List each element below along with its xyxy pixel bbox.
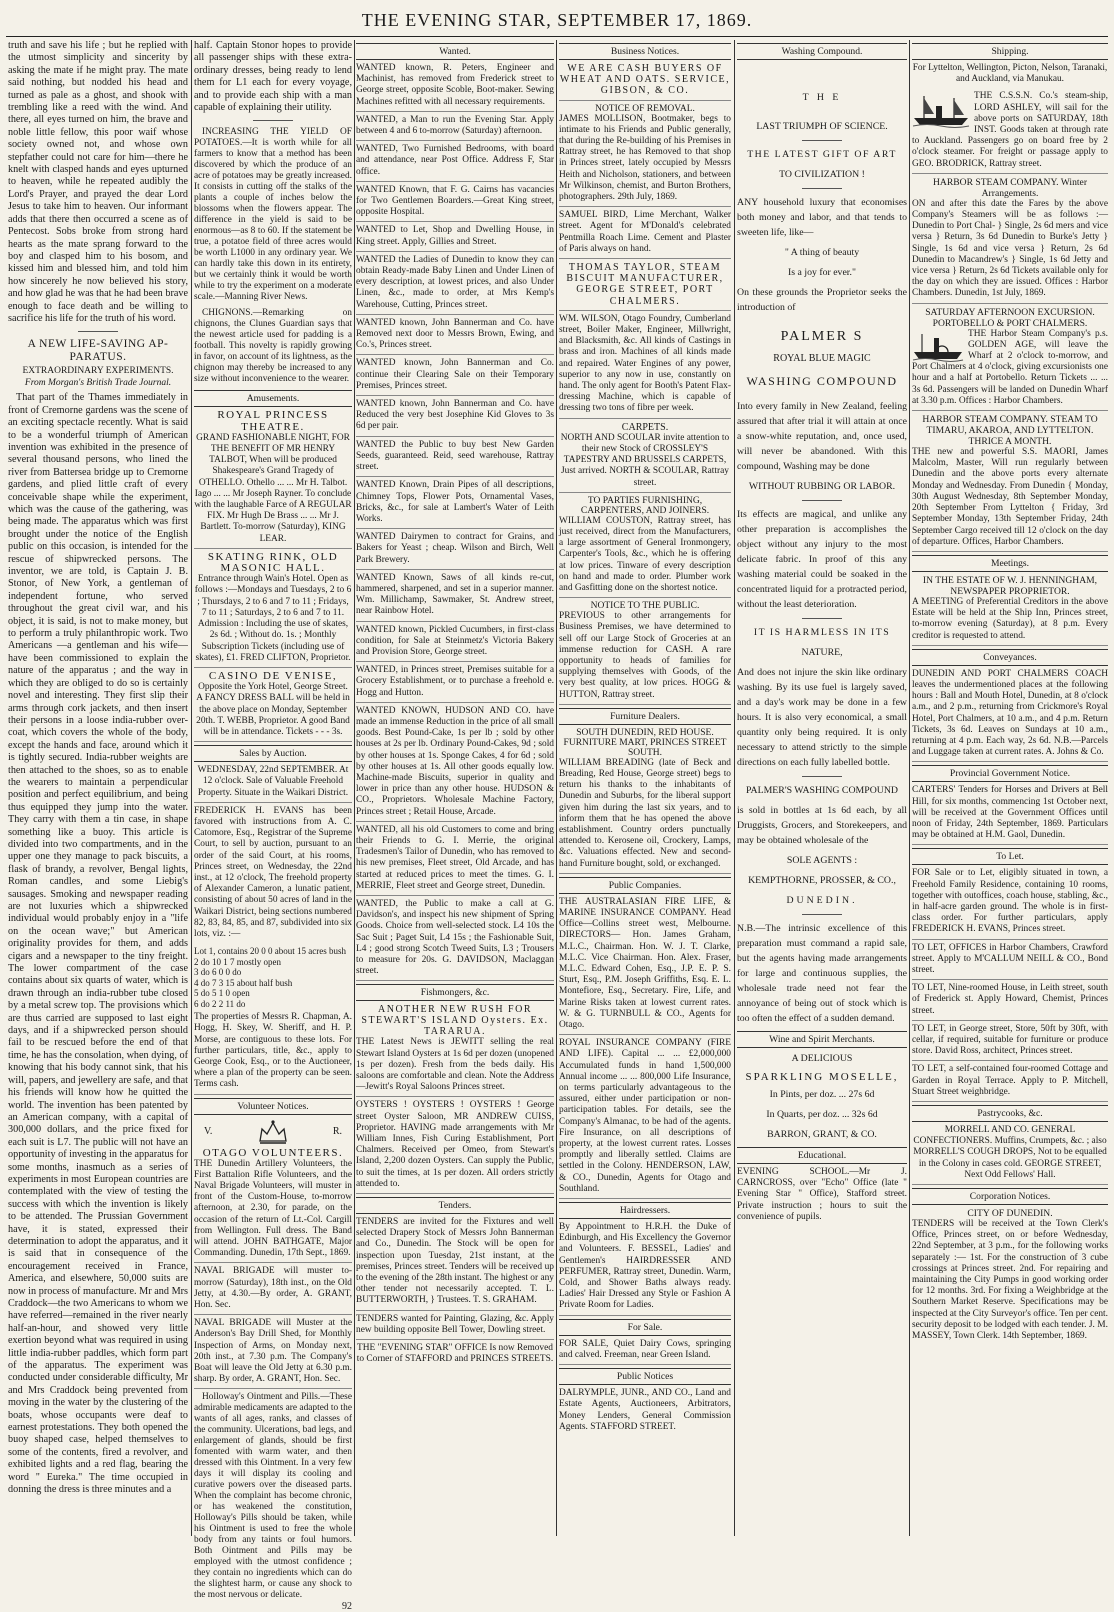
ad-city-tenders: TENDERS will be received at the Town Clerk's Office, Princes street, on or before Wednesday, 22nd September, at 3 p.m., for the following works separately :— 1st. For the construction of 3 cube crossings at Princes street. 2nd. For repairing and maintaining the City Pumps in good working order for 12 months. 3rd. For fixing a Weighbridge at the Southern Market Reserve. Specifications may be inspected at the City Surveyor's office. Ten per cent. security deposit to be lodged with each tender. J. M. MASSEY, Town Clerk. 14th September, 1869. — [912, 1219, 1108, 1342]
ad-wanted: WANTED, a Man to run the Evening Star. Apply between 4 and 6 to-morrow (Saturday) afternoon. — [356, 115, 554, 141]
ad-title: ROYAL PRINCESS THEATRE. — [217, 409, 329, 433]
ad-wanted: WANTED known, Pickled Cucumbers, in first-class condition, for Sale at Steinmetz's Victoria Bakery and Provision Store, George street. — [356, 625, 554, 663]
ad-wanted: WANTED known, John Bannerman and Co. have Reduced the very best Josephine Kid Gloves to 3s 6d per pair. — [356, 399, 554, 437]
brand-palmer: PALMER S — [780, 329, 864, 344]
washing-para-3: Into every family in New Zealand, feeling assured that after trial it will attain at once a snow-white reputation, and, once used, will never be abandoned. With this compound, Washing may be done — [737, 401, 907, 472]
ad-otago-volunteers: THE Dunedin Artillery Volunteers, the First Battalion Rifle Volunteers, and the Naval Brigade Volunteers, will muster in front of the Custom-House, to-morrow afternoon, at 2.30, for parade, on the occasion of the return of Lt.-Col. Cargill from Wellington. Full dress. The Band will attend. JOHN BATHGATE, Major Commanding. Dunedin, 17th Sept., 1869. — [194, 1159, 352, 1264]
section-public-companies: Public Companies. — [559, 877, 731, 894]
ad-dalrymple: DALRYMPLE, JUNR., AND CO., Land and Estate Agents, Auctioneers, Arbitrators, Money Lenders, General Commission Agents. STAFFORD STREET. — [559, 1388, 731, 1432]
section-conveyances: Conveyances. — [912, 649, 1108, 666]
ad-dairy-cows: FOR SALE, Quiet Dairy Cows, springing and calved. Freeman, near Green Island. — [559, 1339, 731, 1365]
sole-agents-label: SOLE AGENTS : — [786, 855, 858, 866]
section-hairdressers: Hairdressers. — [559, 1202, 731, 1219]
ad-jewitt: THE Latest News is JEWITT selling the real Stewart Island Oysters at 1s 6d per dozen (unopened 1s per dozen). Fresh from the beds daily. His saloons are comfortable and clean. Note the Address—Jewitt's Royal Saloons Princes street. — [356, 1037, 554, 1097]
ad-wanted: WANTED the Ladies of Dunedin to know they can obtain Ready-made Baby Linen and Under Linen of every description, at lowest prices, and also Under Linen, &c., made to order, at Mrs Kemp's Warehouse, Cutting, Princes street. — [356, 255, 554, 315]
ad-taylor: THOMAS TAYLOR, STEAM BISCUIT MANUFACTURER, GEORGE STREET, PORT CHALMERS. — [559, 262, 731, 311]
heading-the: T H E — [802, 92, 842, 103]
heading-nature: NATURE, — [801, 647, 843, 658]
column-rule — [909, 40, 910, 1536]
ad-naval-brigade-1: NAVAL BRIGADE will muster to-morrow (Saturday), 18th inst., on the Old Jetty, at 4.30.—By order, A. GRANT, Hon. Sec. — [194, 1266, 352, 1315]
agent-name: KEMPTHORNE, PROSSER, & CO., — [748, 875, 896, 886]
section-wine-spirit: Wine and Spirit Merchants. — [737, 1031, 907, 1048]
agent-town: DUNEDIN. — [786, 895, 858, 906]
quote-line-1: " A thing of beauty — [784, 247, 860, 258]
washing-para-4: Its effects are magical, and unlike any other preparation is accomplishes the object without any injury to the most delicate fabric. In proof of this any washing material could be soaked in the concentrated liquid for a protracted period, without the least deterioration. — [737, 509, 907, 610]
divider — [802, 140, 842, 141]
ad-wanted: WANTED Known, Saws of all kinds re-cut, hammered, sharpened, and set in a superior manner. Wm. Millichamp, Sawmaker, St. Andrew street, near Rainbow Hotel. — [356, 573, 554, 622]
ad-morrell: MORRELL AND CO. GENERAL CONFECTIONERS. Muffins, Crumpets, &c. ; also MORRELL'S COUGH DROPS, Not to be equalled in the Colony in cases cold. GEORGE STREET, Next Odd Fellows' Hall. — [912, 1125, 1108, 1185]
ad-wanted: WANTED to Let, Shop and Dwelling House, in King street. Apply, Gillies and Street. — [356, 225, 554, 251]
article-continuation: half. Captain Stonor hopes to provide all passenger ships with these extra-ordinary dresses, being ready to lend them for L1 each for every voyage, and to provide each ship with a man capable of explaining their utility. — [194, 40, 352, 114]
ad-evening-school: EVENING SCHOOL.—Mr J. CARNCROSS, over "Echo" Office (late " Evening Star " Office), Stafford street. Private instruction ; hours to suit the convenience of pupils. — [737, 1167, 907, 1222]
ad-oysters: OYSTERS ! OYSTERS ! OYSTERS ! George street Oyster Saloon, MR ANDREW CUISS, Proprietor. HAVING made arrangements with Mr William Innes, Fish Curing Establishment, Port Chalmers. Received per Omeo, from Stewart's Island, 2,200 dozen Oysters. Can supply the Public, to suit the times, at 1s per dozen. All orders strictly attended to. — [356, 1100, 554, 1194]
ad-title: HARBOR STEAM COMPANY. Winter Arrangements. — [932, 176, 1088, 199]
wine-pints: In Pints, per doz. ... 27s 6d — [769, 1089, 875, 1100]
ad-title: SOUTH DUNEDIN, RED HOUSE. FURNITURE MART, PRINCES STREET SOUTH. — [563, 727, 727, 758]
ad-bird: SAMUEL BIRD, Lime Merchant, Walker street. Agent for M'Donald's celebrated Pentmilla Roach Lime. Cement and Plaster of Paris always on hand. — [559, 210, 731, 259]
ad-skating-rink — [194, 552, 352, 668]
ad-harbor-fares: ON and after this date the Fares by the above Company's Steamers will be as follows :— Dunedin to Port Chal- } Single, 2s 6d mers and vice versa } Return, 3s 6d Dunedin to Burke's Jetty } Single, 1s 6d and vice versa } Return, 2s 6d Dunedin to Macandrew's } Single, 1s 6d Jetty and vice versa } Return, 2s 6d Tickets available only for the day on which they are issued. Offices : Harbor Chambers. Dunedin, 1st July, 1869. — [912, 199, 1108, 304]
wine-quarts: In Quarts, per doz. ... 32s 6d — [766, 1109, 878, 1120]
ad-royal-insurance: ROYAL INSURANCE COMPANY (FIRE AND LIFE). Capital ... ... £2,000,000 Accumulated funds in hand 1,500,000 Annual income ... ... 800,000 Life Insurance, on terms particularly advantageous to the assured, either under participation or non-participation tables. For details, see the Company's Almanac, to be had of the agents. Fire Insurance, on all descriptions of property, at the lowest current rates. Losses promptly and liberally settled. Claims are settled in the Colony. HENDERSON, LAW, & CO., Dunedin, Agents for Otago and Southland. — [559, 1038, 731, 1199]
ad-wanted: WANTED KNOWN, HUDSON AND CO. have made an immense Reduction in the price of all small goods. Best Pound-Cake, 1s per lb ; sold by other houses at 2s per lb. Ordinary Pound-Cakes, 9d ; sold by other houses at 1s. Sponge Cakes, 4 for 6d ; sold by other houses at 1s. All other goods equally low. Machine-made Biscuits, superior in quality and lower in price than any other house. HUDSON & CO., Proprietors. Wholesale Machine Factory, Princes street ; Retail House, Arcade. — [356, 706, 554, 822]
ad-casino — [194, 671, 352, 742]
ad-to-let: FOR Sale or to Let, eligibly situated in town, a Freehold Family Residence, containing 10 rooms, together with outoffices, coach house, stabling, &c., in half-acre garden ground. The whole is in first-class order. For further particulars, apply FREDERICK H. EVANS, Princes street. — [912, 868, 1108, 939]
ad-australasian: THE AUSTRALASIAN FIRE LIFE, & MARINE INSURANCE COMPANY. Head Office—Collins street west, Melbourne. DIRECTORS— Hon. James Graham, M.L.C., Chairman. Hon. W. J. T. Clarke, M.L.C. Vice Chairman. Hon. Alex. Fraser, M.L.C. Edward Cohen, Esq., J.P. E. P. S. Sturt, Esq., P.M. Joseph Griffiths, Esq. E. L. Montefiore, Esq., Secretary. Fire, Life, and Marine Risks taken at lowest current rates. W. & G. TURNBULL & CO., Agents for Otago. — [559, 897, 731, 1035]
section-public-notices: Public Notices — [559, 1368, 731, 1385]
ad-wanted: WANTED known, R. Peters, Engineer and Machinist, has removed from Frederick street to George street, opposite Scoble, Boot-maker. Sewing Machines refitted with all necessary requirements. — [356, 63, 554, 112]
holloway-item: Holloway's Ointment and Pills.—These admirable medicaments are adapted to the wants of all ages, ranks, and classes of the community. Ulcerations, bad legs, and enlargement of glands, should be first fomented with warm water, and then dressed with this Ointment. In a very few days it will display its cooling and curative powers over the diseased parts. When the complaint has become chronic, or has weakened the constitution, Holloway's Pills should be taken, while his Ointment is used to free the whole body from any taints or foul humors. Both Ointment and Pills may be employed with the utmost confidence ; they contain no ingredients which can do the slightest harm, or cause any shock to the most nervous or delicate. — [194, 1392, 353, 1601]
section-fishmongers: Fishmongers, &c. — [356, 984, 554, 1001]
washing-para-5: And does not injure the skin like ordinary washing. By its use fuel is largely saved, and a day's work may be done in a few hours. It is also very economical, a small quantity only being required. It is only necessary to attend strictly to the simple directions on each fully labelled bottle. — [737, 667, 907, 768]
divider — [78, 331, 118, 332]
wine-delicious: A DELICIOUS — [791, 1053, 853, 1064]
ad-north-scoular: NORTH AND SCOULAR invite attention to their new Stock of CROSSLEY'S TAPESTRY AND BRUSSELS CARPETS, Just arrived. NORTH & SCOULAR, Rattray street. — [559, 433, 731, 493]
divider — [802, 500, 842, 501]
quote-line-2: Is a joy for ever." — [788, 267, 856, 278]
section-corporation: Corporation Notices. — [912, 1188, 1108, 1205]
ad-wanted: WANTED the Public to buy best New Garden Seeds, guaranteed. Reid, seed warehouse, Rattray street. — [356, 440, 554, 478]
ad-evans: FREDERICK H. EVANS has been favored with instructions from A. C. Catomore, Esq., Registrar of the Supreme Court, to sell by auction, pursuant to an order of the said Court, at his rooms, Princes street, on Wednesday, the 22nd inst., at 12 o'clock, The freehold property of Alexander Cameron, a lunatic patient, consisting of about 50 acres of land in the Waikari District, being sections numbered 82, 83, 84, 85, and 87, subdivided into six lots, viz. :— — [194, 805, 352, 939]
ad-cash-buyers: WE ARE CASH BUYERS OF WHEAT AND OATS. SERVICE, GIBSON, & CO. — [559, 63, 731, 101]
masthead-title: THE EVENING STAR, SEPTEMBER 17, 1869. — [361, 9, 753, 30]
washing-para-7: N.B.—The intrinsic excellence of this preparation must command a rapid sale, but the agents having made arrangements for large and continuous supplies, the wholesale trade need not fear the annoyance of being out of stock which is too often the effect of a sudden demand. — [737, 923, 907, 1024]
article-subhead: EXTRAORDINARY EXPERIMENTS. — [22, 366, 174, 377]
divider — [253, 120, 293, 121]
section-tenders: Tenders. — [356, 1197, 554, 1214]
ad-title: OTAGO VOLUNTEERS. — [202, 1146, 344, 1159]
ad-golden-age — [912, 329, 1108, 411]
article-headline: A NEW LIFE-SAVING AP- PARATUS. — [27, 338, 169, 364]
divider — [802, 188, 842, 189]
column-rule — [354, 40, 355, 1536]
article-source: From Morgan's British Trade Journal. — [24, 378, 172, 389]
crown-icon — [256, 1119, 290, 1145]
section-meetings: Meetings. — [912, 555, 1108, 572]
wine-merchant: BARRON, GRANT, & CO. — [767, 1129, 877, 1140]
ad-tenders: TENDERS are invited for the Fixtures and well selected Drapery Stock of Messrs John Bannerman and Co., Dunedin. The Stock will be open for inspection upon Tuesday, 21st instant, at the premises, Princes street. Tenders will be received up to the evening of the 28th instant. The highest or any other tender not necessarily accepted. T. L. BUTTERWORTH, } Trustees. T. S. GRAHAM. — [356, 1217, 554, 1311]
ad-wanted: WANTED, the Public to make a call at G. Davidson's, and inspect his new shipment of Spring Goods. Choice from well-selected stock. L4 10s the Sac Suit ; Paget Suit, L4 15s ; the Fashionable Suit, L4 ; good strong Scotch Tweed Suits, L3 ; Trousers to measure for 20s. G. DAVIDSON, Maclaggan street. — [356, 899, 554, 981]
section-to-let: To Let. — [912, 848, 1108, 865]
lots-table: Lot 1, contains 20 0 0 about 15 acres bush 2 do 10 1 7 mostly open 3 do 6 0 0 do 4 do 7 3 15 about half bush 5 do 5 1 0 open 6 do 2 2 11 do — [194, 946, 346, 1009]
ad-shipping-route: For Lyttelton, Wellington, Picton, Nelson, Taranaki, and Auckland, via Manukau. — [912, 63, 1108, 85]
ad-hogg-hutton: PREVIOUS to other arrangements for Business Premises, we have determined to sell off our Large Stock of Groceries at an immense reduction for CASH. A rare opportunity to heads of families for supplying themselves with Goods, of the very best quality, at low prices. HOGG & HUTTON, Rattray street. — [559, 611, 731, 705]
washing-para-6: is sold in bottles at 1s 6d each, by all Druggists, Grocers, and Storekeepers, and may be obtained wholesale of the — [737, 805, 907, 846]
paddle-steamer-icon — [912, 330, 964, 362]
ad-to-let: TO LET, Nine-roomed House, in Leith street, south of Frederick st. Apply Howard, Chemist, Princes street. — [912, 983, 1108, 1021]
column-rule — [734, 40, 735, 1536]
masthead-rule — [6, 36, 1108, 37]
divider — [802, 618, 842, 619]
ad-to-let: TO LET, OFFICES in Harbor Chambers, Crawford street. Apply to M'CALLUM NEILL & CO., Bond street. — [912, 943, 1108, 981]
ad-to-let: TO LET, in George street, Store, 50ft by 30ft, with cellar, if required, suitable for furniture or produce store. David Ross, architect, Princes street. — [912, 1024, 1108, 1062]
ad-office-removed: THE "EVENING STAR" OFFICE Is now Removed to Corner of STAFFORD and PRINCES STREETS. — [356, 1343, 554, 1365]
ad-lord-ashley — [912, 91, 1108, 173]
ad-body: Entrance through Wain's Hotel. Open as follows :—Mondays and Tuesdays, 2 to 6 ; Thursdays, 2 to 6 and 7 to 11 ; Fridays, 7 to 11 ; Saturdays, 2 to 6 and 7 to 11. Admission : Including the use of skates, 2s 6d. ; Without do. 1s. ; Monthly Subscription Tickets (including use of skates), £1. FRED CLIFTON, Proprietor. — [194, 574, 352, 663]
washing-para-2: On these grounds the Proprietor seeks the introduction of — [737, 287, 907, 313]
column-2 — [194, 40, 353, 1612]
section-for-sale: For Sale. — [559, 1319, 731, 1336]
ad-naval-brigade-2: NAVAL BRIGADE will Muster at the Anderson's Bay Drill Shed, for Monthly Inspection of Arms, on Monday next, 20th inst., at 7.30 p.m. The Company's Boat will leave the Old Jetty at 6.30 p.m. sharp. By order, A. GRANT, Hon. Sec. — [194, 1318, 352, 1389]
ad-carters: CARTERS' Tenders for Horses and Drivers at Bell Hill, for six months, commencing 1st October next, will be received at the Government Offices until noon of Friday, 24th September, 1869. Particulars may be obtained at H.M. Gaol, Dunedin. — [912, 785, 1108, 845]
ad-title: PORTOBELLO & PORT CHALMERS. — [932, 317, 1088, 329]
article-body: That part of the Thames immediately in front of Cremorne gardens was the scene of an exciting spectacle recently. What is said to be a wonderful triumph of American invention was exhibited in the presence of several thousand persons, who lined the river from Battersea bridge up to Cremorne gardens, and plied little craft of every conceivable shape while the experiment, which was the cause of the gathering, was being made. The apparatus which was first brought under the notice of the English public on this occasion, is intended for the rescue of shipwrecked persons. The inventor, we are told, is Captain J. B. Stonor, of New York, a gentleman of independent fortune, who served throughout the great civil war, and his object, it is said, is not to make money, but to perform a truly philanthropic work. Two Americans —a gentleman and his wife—have been commissioned to explain the nature of the apparatus ; and the way in which they are obliged to do so is certainly novel and interesting. They first slip their arms through cork jackets, and then insert their persons in a loose india-rubber over-coat, which covers the whole of the body, except the hands and face, around which it is tightly secured. India-rubber weights are then attached to the shoes, so as to enable the wearers to maintain a perpendicular position and perfect equilibrium, and being thus equipped they jump into the water. They carry with them a tin case, in shape something like a buoy. This article is divided into two compartments, and in the upper one they manage to pack biscuits, a flask of brandy, a revolver, Bengal lights, Roman candles, and some Liebig's sausages. Smoking and newspaper reading are not luxuries which a shipwrecked individual would probably enjoy in a "life on the ocean wave;" but American originality provides for them, and adds cigars and a newspaper to the tiny freight. The lower compartment of the case contains about six quarts of water, which is drawn through an india-rubber tube closed by a metal screw top. The provisions which are thus carried are supposed to last eight days, and if a shipwrecked person should fail to be rescued before the end of that time, he has the consolation, when dying, of knowing that his body cannot sink, that his will, papers, and jewellery are safe, and that his friends will know how he quitted the world. The invention has been patented by an American company, with a capital of 300,000 dollars, and the price fixed for each suit is L7. The public will not have an opportunity of investing in the apparatus for some months, inasmuch as a series of experiments in most European countries are contemplated with the view of testing the success with which the invention is likely to be attended. The Prussian Government have, it is stated, expressed their determination to adopt the apparatus, and it is said that in consequence of the encouragement received in France, America, and elsewhere, 50,000 suits are now in process of manufacture. Mr and Mrs Craddock—the two Americans to whom we have referred—remained in the river nearly half-an-hour, and showed very little exertion beyond what was required in using little india-rubber paddles, which form part of the apparatus. The experiment was conducted under considerable difficulty, Mr and Mrs Craddock being prevented from moving in the water by the clustering of the boats, whose occupants were deaf to earnest protestations. They both opened the buoy shaped case, helped themselves to some of the contents, fired a revolver, and exhibited lights and a red flag, bearing the word " Eureka." The time occupied in donning the dress is three minutes and a — [8, 392, 188, 1496]
crest-left-letter: V. — [204, 1126, 213, 1138]
page-number: 92 — [342, 1601, 352, 1612]
ad-body: GRAND FASHIONABLE NIGHT, FOR THE BENEFIT OF MR HENRY TALBOT, When will be produced Shakespeare's Grand Tragedy of OTHELLO. Othello ... ... Mr H. Talbot. Iago ... ... Mr Joseph Rayner. To conclude with the laughable Farce of A REGULAR FIX. Mr Hugh De Brass ... ... Mr J. Bartlett. To-morrow (Saturday), KING LEAR. — [194, 432, 352, 544]
crest-right-letter: R. — [332, 1126, 342, 1138]
ad-title: IN THE ESTATE OF W. J. HENNINGHAM, NEWSPAPER PROPRIETOR. — [922, 574, 1098, 597]
column-4 — [559, 40, 731, 1536]
ad-bessel: By Appointment to H.R.H. the Duke of Edinburgh, and His Excellency the Governor and Volunteers. F. BESSEL, Ladies' and Gentlemen's HAIRDRESSER AND PERFUMER, Rattray street, Dunedin. Warm, Cold, and Shower Baths always ready. Ladies' Hair Dressed any Style or Fashion A Private Room for Ladies. — [559, 1222, 731, 1316]
ad-wanted: WANTED Known, Drain Pipes of all descriptions, Chimney Tops, Flower Pots, Ornamental Vases, Bricks, &c., for sale at Lambert's Water of Leith Works. — [356, 480, 554, 529]
potatoes-item: INCREASING THE YIELD OF POTATOES.—It is worth while for all farmers to know that a method has been discovered by which the produce of an acre of potatoes may be greatly increased. It consists in cutting off the stalks of the plants a couple of inches below the blossoms when the flowers appear. The difference in the yield is said to be enormous—as 8 to 60. If the statement be true, a potatoe field of three acres would be worth L1000 in any ordinary year. We can hardly take this down in its entirety, but we certainly think it would be worth while to try the experiment on a moderate scale.—Manning River News. — [194, 127, 352, 303]
ad-wanted: WANTED, in Princes street, Premises suitable for a Grocery Establishment, or to purchase a freehold e. Hogg and Hutton. — [356, 665, 554, 703]
section-amusements: Amusements. — [194, 390, 352, 407]
ad-wilson: WM. WILSON, Otago Foundry, Cumberland street, Boiler Maker, Engineer, Millwright, and Blacksmith, &c. All kinds of Castings in brass and iron. Machines of all kinds made and repaired. Water Engines of any power, superior to any now in use, constantly on hand. The only agent for Booth's Patent Flax-dressing Machine, which is capable of dressing two tons of fibre per week. — [559, 314, 731, 419]
ad-wanted: WANTED, Two Furnished Bedrooms, with board and attendance, near Post Office. Address F, Star office. — [356, 144, 554, 182]
ad-auction-date: WEDNESDAY, 22nd SEPTEMBER. At 12 o'clock. Sale of Valuable Freehold Property. Situate in the Waikari District. — [194, 765, 352, 803]
ad-creditors-meeting: A MEETING of Preferential Creditors in the above Estate will be held at the Ship Inn, Princes street, to-morrow evening (Saturday), at 8 p.m. Every creditor is requested to attend. — [912, 597, 1108, 646]
heading-triumph: LAST TRIUMPH OF SCIENCE. — [756, 121, 888, 132]
ad-title: SATURDAY AFTERNOON EXCURSION. — [925, 306, 1095, 318]
ad-title: SKATING RINK, OLD MASONIC HALL. — [207, 550, 339, 575]
section-shipping: Shipping. — [912, 43, 1108, 60]
divider — [802, 776, 842, 777]
section-wanted: Wanted. — [356, 43, 554, 60]
ad-breading: WILLIAM BREADING (late of Beck and Breading, Red House, George street) begs to return his thanks to the inhabitants of Dunedin and Suburbs, for the liberal support given him during the last six years, and to inform them that he has opened the above establishment. Country orders punctually attended to. Kerosene oil, Crockery, Lamps, &c. Valuations effected. New and second-hand Furniture bought, sold, or exchanged. — [559, 758, 731, 874]
section-furniture: Furniture Dealers. — [559, 708, 731, 725]
steamship-icon — [912, 92, 970, 128]
ad-title: HARBOR STEAM COMPANY. STEAM TO TIMARU, AKAROA, AND LYTTELTON. THRICE A MONTH. — [922, 414, 1098, 448]
section-washing-compound: Washing Compound. — [737, 43, 907, 60]
ad-title: NOTICE OF REMOVAL. — [595, 103, 695, 114]
section-volunteer: Volunteer Notices. — [194, 1098, 352, 1115]
ad-maori: THE new and powerful S.S. MAORI, James Malcolm, Master, Will run regularly between Dunedin and the above ports every alternate Monday and Wednesday. From Dunedin { Monday, 30th August Wednesday, 8th September Monday, 20th September From Lyttelton { Friday, 3rd September Monday, 13th September Friday, 24th September Cargo received till 12 o'clock on the day of departure. Offices, Harbor Chambers. — [912, 447, 1108, 552]
story-continuation: truth and save his life ; but he replied with the utmost simplicity and sincerity by asking the mate if he might pray. The mate said nothing, but nodded his head and turned as pale as a ghost, and shook with trembling like a reed with the wind. And there, all eyes turned on him, the brave and noble little fellow, this poor waif whose society owned not, and whose own stepfather could not care for him—there he knelt with clasped hands and eyes upturned to heaven, while he repeated audibly the Lord's Prayer, and prayed the dear Lord Jesus to take him to heaven. Our informant adds that there then occurred a scene as of Pentecost. Sobs broke from strong hard hearts as the mate sprang forward to the boy and clasped him to his bosom, and kissed him and blessed him, and told him how sincerely he now believed his story, and how glad he was that he had been brave enough to face death and be willing to sacrifice his life for the truth of his word. — [8, 40, 188, 324]
ad-body: THE C.S.S.N. Co.'s steam-ship, LORD ASHLEY, will sail for the above ports on SATURDAY, 18th INST. Goods taken at through rate to Auckland. Passengers go on board free by 2 o'clock steamer. For freight or passage apply to GEO. BRODRICK, Rattray street. — [912, 91, 1108, 169]
washing-para-1: ANY household luxury that economises both money and labor, and that tends to sweeten life, like— — [737, 197, 907, 238]
column-6 — [912, 40, 1108, 1536]
section-business: Business Notices. — [559, 43, 731, 60]
ad-wanted: WANTED Dairymen to contract for Grains, and Bakers for Yeast ; cheap. Wilson and Birch, Well Park Brewery. — [356, 532, 554, 570]
column-rule — [556, 40, 557, 1536]
brand-washing-compound: WASHING COMPOUND — [746, 374, 898, 388]
ad-mollison: JAMES MOLLISON, Bootmaker, begs to intimate to his Friends and Public generally, that during the Re-building of his Premises in Rattray street, he has Removed to that shop in Princes street, lately occupied by Messrs Heith and Nicholson, stationers, and between Mr Wilkinson, chemist, and Burton Brothers, photographers. 29th July, 1869. — [559, 114, 731, 208]
ad-wanted: WANTED known, John Bannerman and Co. have Removed next door to Messrs Brown, Ewing, and Co.'s, Princes street. — [356, 318, 554, 356]
wine-sparkling: SPARKLING MOSELLE, — [745, 1071, 899, 1083]
ad-title: CASINO DE VENISE, — [208, 669, 338, 682]
section-provincial: Provincial Government Notice. — [912, 765, 1108, 782]
section-auction: Sales by Auction. — [194, 745, 352, 762]
column-1 — [8, 40, 188, 1536]
heading-palmers-compound: PALMER'S WASHING COMPOUND — [745, 785, 898, 796]
ad-couston: WILLIAM COUSTON, Rattray street, has just received, direct from the Manufacturers, a large assortment of General Ironmongery, Carpenter's Tools, &c., which he is offering at low prices. Tinware of every description on hand and made to order. Plumber work and Gasfitting done on the shortest notice. — [559, 516, 731, 598]
section-educational: Educational. — [737, 1147, 907, 1164]
column-rule — [191, 40, 192, 1536]
divider — [802, 914, 842, 915]
ad-tenders-painting: TENDERS wanted for Painting, Glazing, &c. Apply new building opposite Bell Tower, Dowling street. — [356, 1314, 554, 1340]
ad-title: ANOTHER NEW RUSH FOR STEWART'S ISLAND Oysters. Ex. TARARUA. — [361, 1004, 549, 1038]
ad-title: NOTICE TO THE PUBLIC. — [590, 601, 700, 612]
ad-coach: DUNEDIN AND PORT CHALMERS COACH leaves the undermentioned places at the following hours : Ball and Mouth Hotel, Dunedin, at 8 o'clock a.m., and 2 p.m., returning from Crickmore's Royal Hotel, Port Chalmers, at 10 a.m., and 4 p.m. Return Tickets, 3s 6d. Leaves on Sundays at 10 a.m., returning at 4 p.m. Each way, 2s 6d. N.B.—Parcels and Luggage taken at current rates. A. Johns & Co. — [912, 669, 1108, 763]
column-5 — [737, 40, 907, 1536]
ad-body: THE Harbor Steam Company's p.s. GOLDEN AGE, will leave the Wharf at 2 o'clock to-morrow, and Port Chalmers at 4 o'clock, giving excursionists one hour and a half at Portobello. Return Tickets ... ... 3s 6d. Passengers will be landed on Dunedin Wharf at 3.30 p.m. Offices : Harbor Chambers. — [912, 328, 1108, 406]
heading-without-rubbing: WITHOUT RUBBING OR LABOR. — [748, 481, 896, 492]
column-3 — [356, 40, 554, 1536]
ad-royal-theatre — [194, 410, 352, 548]
ad-title: TO PARTIES FURNISHING, CARPENTERS, AND JOINERS. — [580, 495, 710, 516]
ad-wanted: WANTED known, John Bannerman and Co. continue their Clearing Sale on their Temporary Premises, Princes street. — [356, 358, 554, 396]
heading-gift: THE LATEST GIFT OF ART — [747, 149, 897, 160]
ad-title: CARPETS. — [621, 421, 669, 433]
chignons-item: CHIGNONS.—Remarking on chignons, the Clunes Guardian says that the newest article used for padding is a football. This novelty is rapidly growing in favor, on account of its lightness, as the chignon may thereby be increased to any size without inconvenience to the wearer. — [194, 308, 352, 385]
ad-wanted: WANTED, all his old Customers to come and bring their Friends to G. I. Merrie, the original Tradesmen's Tailor of Dunedin, who has removed to his new premises, Fleet street, Old Arcade, and has started at reduced prices to meet the times. G. I. MERRIE, Fleet street and George street, Dunedin. — [356, 825, 554, 896]
heading-civilization: TO CIVILIZATION ! — [779, 169, 865, 180]
ad-wanted: WANTED Known, that F. G. Cairns has vacancies for Two Gentlemen Boarders.—Great King street, opposite Hospital. — [356, 185, 554, 223]
royal-crest — [204, 1119, 342, 1145]
section-pastrycooks: Pastrycooks, &c. — [912, 1105, 1108, 1122]
ad-to-let: TO LET, a self-contained four-roomed Cottage and Garden in Royal Terrace. Apply to P. Mitchell, Stuart Street weighbridge. — [912, 1064, 1108, 1102]
heading-harmless: IT IS HARMLESS IN ITS — [753, 627, 891, 638]
ad-evans-terms: The properties of Messrs R. Chapman, A. Hogg, H. Skey, W. Sheriff, and H. P. Morse, are contiguous to these lots. For further particulars, title, &c., apply to George Cook, Esq., or to the Auctioneer, where a plan of the property can be seen. Terms cash. — [194, 1012, 352, 1094]
ad-title: CITY OF DUNEDIN. — [967, 1208, 1053, 1220]
brand-royal-blue-magic: ROYAL BLUE MAGIC — [773, 353, 871, 364]
ad-body: Opposite the York Hotel, George Street. A FANCY DRESS BALL will be held in the above place on Monday, September 20th. T. WEBB, Proprietor. A good Band will be in attendance. Tickets - - - 3s. — [196, 682, 350, 737]
